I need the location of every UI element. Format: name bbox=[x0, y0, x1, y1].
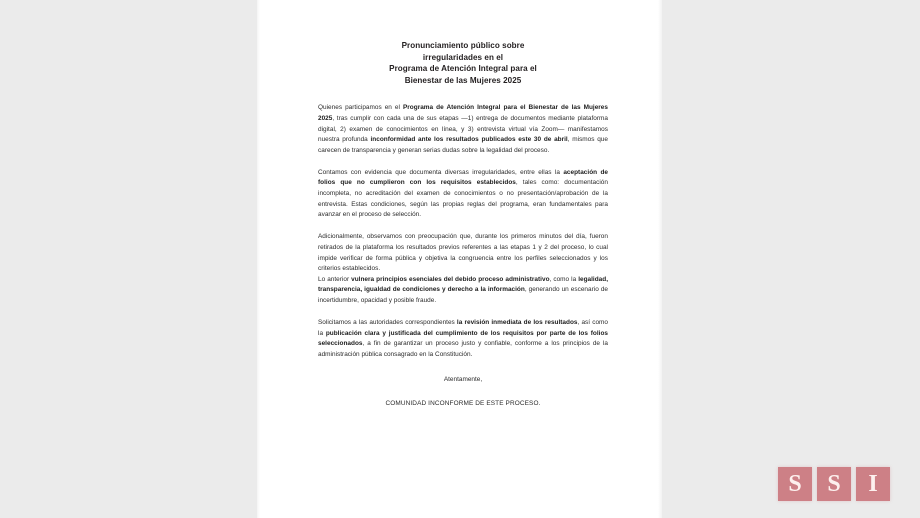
page-title bbox=[318, 40, 608, 86]
paragraph-3: Adicionalmente, observamos con preocupación que, durante los primeros minutos del día, fueron retirados de la plataforma los resultados previos referentes a las etapas 1 y 2 del proceso, lo cual impide verificar de forma pública y objetiva la congruencia entre los perfiles seleccionados y los criterios establecidos. bbox=[318, 233, 608, 273]
watermark-logo bbox=[778, 467, 890, 501]
watermark-tile-3: I bbox=[856, 467, 890, 501]
paragraph-2: Contamos con evidencia que documenta diversas irregularidades, entre ellas la aceptación de folios que no cumplieron con los requisitos establecidos, tales como: documentación incompleta, no acreditación del examen de conocimientos o no presentación/aprobación de la entrevista. Estas condiciones, según las propias reglas del programa, eran fundamentales para avanzar en el proceso de selección. bbox=[318, 168, 608, 219]
watermark-tile-2: S bbox=[817, 467, 851, 501]
document-body bbox=[318, 40, 608, 410]
paragraph-4: Lo anterior vulnera principios esenciales del debido proceso administrativo, como la legalidad, transparencia, igualdad de condiciones y derecho a la información, generando un escenario de incertidumbre, opacidad y posible fraude. bbox=[318, 275, 609, 304]
closing-signatory: COMUNIDAD INCONFORME DE ESTE PROCESO. bbox=[385, 399, 541, 407]
document-page bbox=[257, 0, 662, 518]
paragraph-5: Solicitamos a las autoridades correspondientes la revisión inmediata de los resultados, así como la publicación clara y justificada del cumplimiento de los requisitos por parte de los folios seleccionados, a fin de garantizar un proceso justo y confiable, conforme a los principios de la administración pública consagrado en la Constitución. bbox=[318, 318, 608, 358]
watermark-tile-1: S bbox=[778, 467, 812, 501]
closing-salutation: Atentamente, bbox=[443, 376, 483, 384]
page-title-line-3: Programa de Atención Integral para el bbox=[389, 64, 537, 74]
paragraph-1: Quienes participamos en el Programa de Atención Integral para el Bienestar de las Mujeres 2025, tras cumplir con cada una de sus etapas —1) entrega de documentos mediante plataforma digital, 2) examen de conocimientos en línea, y 3) entrevista virtual vía Zoom— manifestamos nuestra profunda inconformidad ante los resultados publicados este 30 de abril, mismos que carecen de transparencia y generan serias dudas sobre la legalidad del proceso. bbox=[318, 104, 608, 154]
page-title-line-4: Bienestar de las Mujeres 2025 bbox=[404, 75, 522, 85]
page-title-line-1: Pronunciamiento público sobre bbox=[401, 41, 525, 50]
page-title-line-2: irregularidades en el bbox=[422, 52, 504, 62]
